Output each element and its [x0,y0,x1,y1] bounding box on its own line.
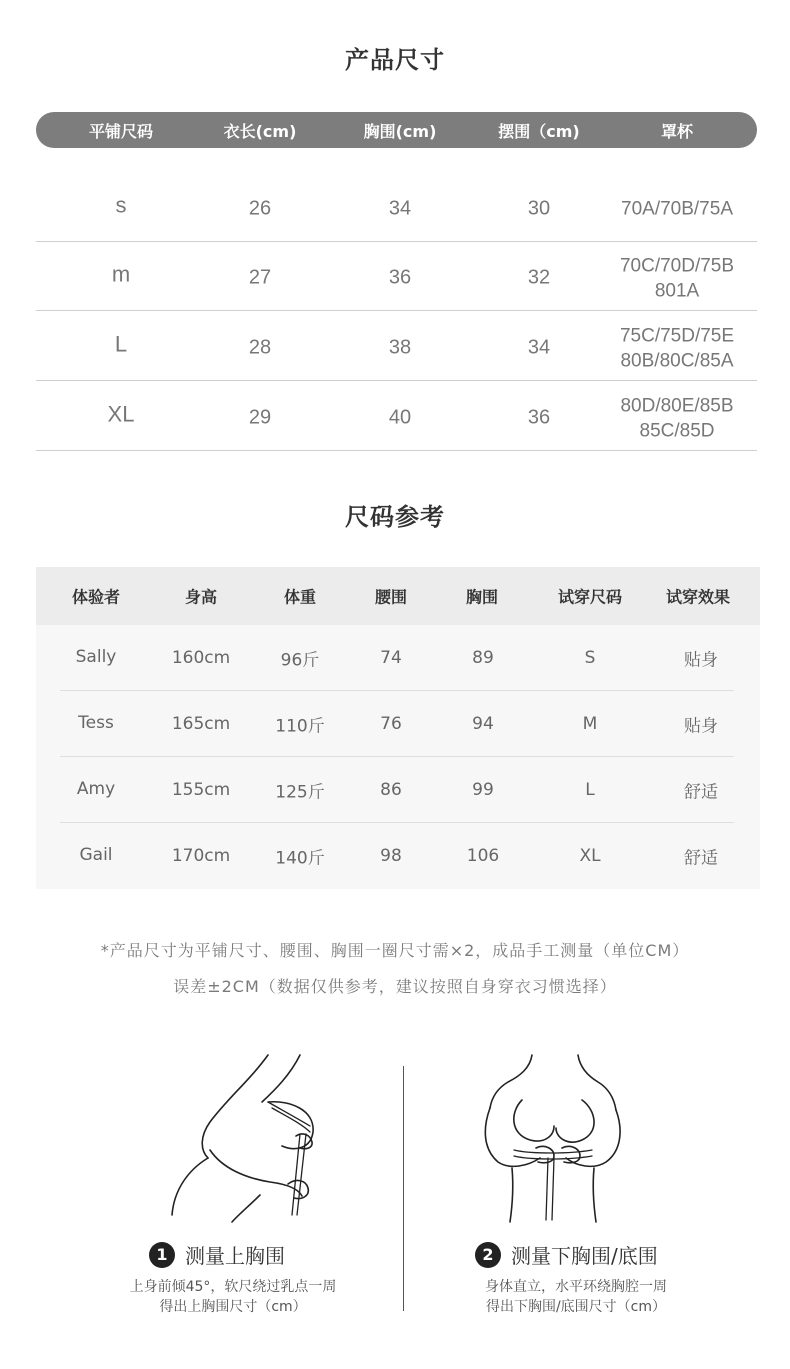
upper-bust-measure-illustration [150,1050,350,1225]
step1-title [149,1240,285,1269]
header-hem: 摆围（cm) [498,121,580,141]
header-weight: 体重 [283,587,317,607]
waist-value: 76 [380,713,402,734]
tester-name: Sally [75,647,117,667]
tried-size-value: S [584,647,596,668]
hem-value: 36 [527,406,551,429]
hem-value: 30 [527,197,551,220]
header-fit-effect: 试穿效果 [665,587,731,607]
vertical-divider [403,1066,404,1311]
length-value: 28 [248,336,272,359]
bust-value: 106 [466,846,500,866]
header-bust: 胸围 [465,587,499,607]
measurement-note: *产品尺寸为平铺尺寸、腰围、胸围一圈尺寸需×2，成品手工测量（单位CM） [100,941,690,960]
tester-name: Gail [79,845,113,865]
cup-value: 70C/70D/75B [619,255,735,277]
step1-label: 测量上胸围 [185,1244,285,1268]
weight-value: 140斤 [275,848,325,869]
bust-value: 36 [388,266,412,289]
weight-value: 125斤 [275,782,325,802]
size-table-header [36,112,757,148]
fit-value: 贴身 [684,716,718,736]
header-height: 身高 [184,587,218,607]
fit-value: 贴身 [684,650,718,670]
cup-value-2: 85C/85D [639,420,715,442]
under-bust-measure-illustration [470,1050,640,1225]
reference-row-gail [60,823,734,889]
header-tried-size: 试穿尺码 [557,587,623,607]
step1-desc-line1: 上身前倾45°，软尺绕过乳点一周 [129,1279,337,1295]
waist-value: 86 [380,779,402,800]
size-row-xl [36,381,757,451]
tester-name: Tess [78,713,114,733]
weight-value: 96斤 [280,650,320,670]
step1-desc-line2: 得出上胸围尺寸（cm） [159,1299,307,1315]
bust-value: 99 [472,779,494,800]
bust-value: 94 [472,713,494,734]
step2-description [485,1277,667,1317]
waist-value: 74 [380,647,402,668]
header-bust: 胸围(cm) [363,121,437,141]
height-value: 170cm [171,846,231,866]
length-value: 29 [248,406,272,429]
step2-desc-line1: 身体直立，水平环绕胸腔一周 [485,1279,667,1295]
size-row-s [36,172,757,242]
length-value: 27 [248,266,272,289]
tried-size-value: XL [579,846,601,866]
size-label: m [111,261,131,287]
tester-name: Amy [76,779,116,799]
header-cup: 罩杯 [660,121,694,141]
tried-size-value: L [585,779,595,800]
size-label: L [114,331,128,357]
size-label: s [115,192,127,218]
cup-value: 70A/70B/75A [621,198,733,220]
header-length: 衣长(cm) [223,121,297,141]
header-waist: 腰围 [374,587,408,607]
reference-row-tess [60,691,734,757]
reference-row-amy [60,757,734,823]
cup-value-2: 80B/80C/85A [620,350,734,372]
height-value: 165cm [171,713,231,734]
weight-value: 110斤 [275,716,325,736]
header-flat-size: 平铺尺码 [88,121,154,141]
fit-value: 舒适 [684,782,718,802]
header-tester: 体验者 [71,587,121,607]
cup-value-2: 801A [654,280,700,302]
step2-number-badge: 2 [475,1242,501,1268]
step2-label: 测量下胸围/底围 [511,1244,658,1268]
fit-value: 舒适 [684,848,718,869]
step1-description [130,1277,337,1317]
tried-size-value: M [582,713,598,734]
size-reference-table [36,567,760,889]
length-value: 26 [248,197,272,220]
tolerance-note: 误差±2CM（数据仅供参考，建议按照自身穿衣习惯选择） [173,977,617,996]
bust-value: 34 [388,197,412,220]
hem-value: 32 [527,266,551,289]
cup-value: 80D/80E/85B [620,395,734,417]
reference-row-sally [60,625,734,691]
bust-value: 89 [472,647,494,668]
size-row-m [36,242,757,311]
bust-value: 40 [388,406,412,429]
cup-value: 75C/75D/75E [619,325,735,347]
size-row-l [36,311,757,381]
reference-table-header [36,567,760,625]
height-value: 155cm [171,779,231,800]
bust-value: 38 [388,336,412,359]
hem-value: 34 [527,336,551,359]
size-reference-title: 尺码参考 [345,503,445,531]
size-label: XL [107,401,135,427]
step2-desc-line2: 得出下胸围/底围尺寸（cm） [485,1299,667,1315]
waist-value: 98 [380,846,402,866]
step1-number-badge: 1 [149,1242,175,1268]
step2-title [475,1240,658,1269]
product-size-title: 产品尺寸 [345,46,445,74]
height-value: 160cm [171,647,231,668]
